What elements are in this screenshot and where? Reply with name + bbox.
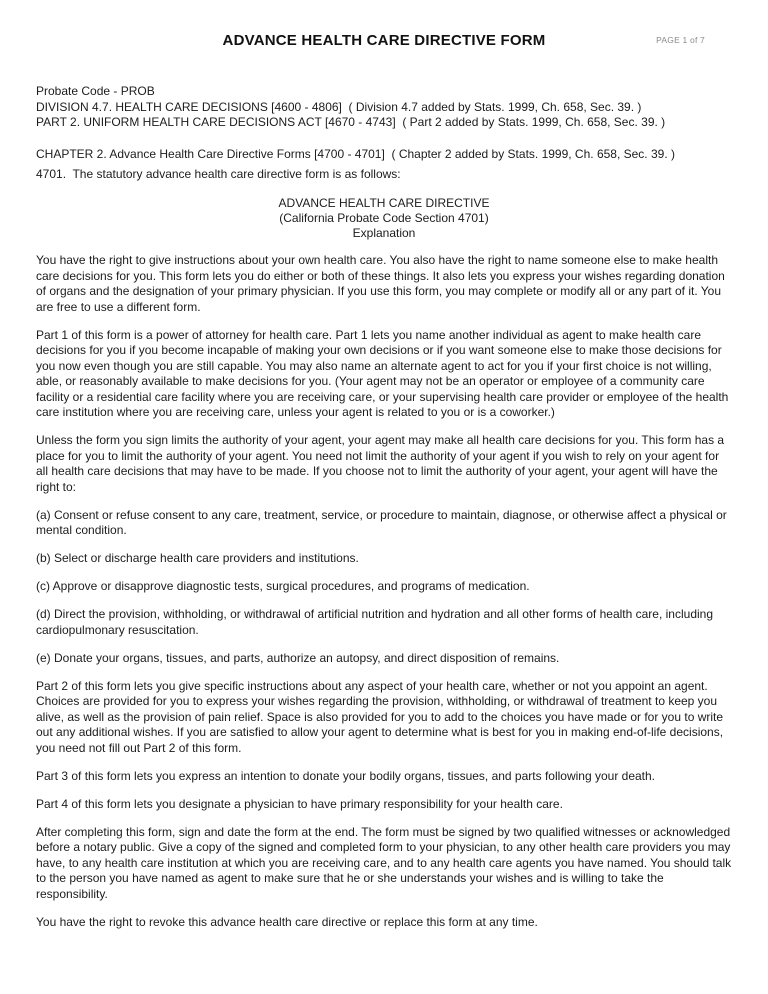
explanation-paragraph-part3: Part 3 of this form lets you express an intention to donate your bodily organs, tissues, and parts following your death.: [36, 768, 656, 783]
explanation-paragraph-revocation: You have the right to revoke this advance health care directive or replace this form at any time.: [36, 914, 538, 929]
explanation-paragraph-part4: Part 4 of this form lets you designate a physician to have primary responsibility for your health care.: [36, 796, 563, 811]
explanation-paragraph-completion: After completing this form, sign and date the form at the end. The form must be signed by two qualified witnesses or acknowledged before a notary public. Give a copy of the signed and completed form to your physician, to any other health care providers you may have, to any health care institution at which you are receiving care, and to any health care agents you have named. You should talk to the person you have named as agent to make sure that he or she understands your wishes and is willing to take the responsibility.: [36, 824, 735, 901]
chapter-line: CHAPTER 2. Advance Health Care Directive Forms [4700 - 4701] ( Chapter 2 added by Stats. 1999, Ch. 658, Sec. 39. ): [36, 146, 675, 161]
explanation-label: Explanation: [352, 225, 416, 240]
page-indicator: PAGE 1 of 7: [656, 35, 705, 45]
part-line: PART 2. UNIFORM HEALTH CARE DECISIONS ACT [4670 - 4743] ( Part 2 added by Stats. 1999, Ch. 658, Sec. 39. ): [36, 115, 666, 129]
document-title: ADVANCE HEALTH CARE DIRECTIVE FORM: [222, 32, 546, 49]
agent-right-item-b: (b) Select or discharge health care providers and institutions.: [36, 551, 359, 565]
explanation-paragraph-intro: You have the right to give instructions about your own health care. You also have the right to name someone else to make health care decisions for you. This form lets you do either or both of these things. It also lets you express your wishes regarding donation of organs and the designation of your primary physician. If you use this form, you may complete or modify all or any part of it. You are free to use a different form.: [36, 253, 729, 314]
directive-heading-subtitle: (California Probate Code Section 4701): [279, 210, 489, 225]
directive-heading: [36, 196, 732, 241]
probate-code-line: Probate Code - PROB: [36, 84, 155, 98]
agent-right-item-e: (e) Donate your organs, tissues, and parts, authorize an autopsy, and direct disposition of remains.: [36, 650, 560, 665]
explanation-paragraph-part1: Part 1 of this form is a power of attorney for health care. Part 1 lets you name another individual as agent to make health care decisions for you if you become incapable of making your own decisions or if you want someone else to make those decisions for you now even though you are still capable. You may also name an alternate agent to act for you if your first choice is not willing, able, or reasonably available to make decisions for you. (Your agent may not be an operator or employee of a community care facility or a residential care facility where you are receiving care, or your supervising health care provider or employee of the health care institution where you are receiving care, unless your agent is related to you or is a coworker.): [36, 327, 732, 419]
statute-header: [36, 84, 732, 131]
section-number-line: 4701. The statutory advance health care directive form is as follows:: [36, 167, 401, 181]
agent-right-item-a: (a) Consent or refuse consent to any care, treatment, service, or procedure to maintain, diagnose, or otherwise affect a physical or mental condition.: [36, 507, 731, 537]
directive-heading-title: ADVANCE HEALTH CARE DIRECTIVE: [278, 195, 490, 210]
explanation-paragraph-agent-authority: Unless the form you sign limits the authority of your agent, your agent may make all health care decisions for you. This form has a place for you to limit the authority of your agent. You need not limit the authority of your agent if you wish to rely on your agent for all health care decisions that may have to be made. If you choose not to limit the authority of your agent, your agent will have the right to:: [36, 433, 728, 494]
agent-right-item-d: (d) Direct the provision, withholding, or withdrawal of artificial nutrition and hydration and all other forms of health care, including cardiopulmonary resuscitation.: [36, 607, 717, 637]
explanation-paragraph-part2: Part 2 of this form lets you give specific instructions about any aspect of your health care, whether or not you appoint an agent. Choices are provided for you to express your wishes regarding the provision, withholding, or withdrawal of treatment to keep you alive, as well as the provision of pain relief. Space is also provided for you to add to the choices you have made or for you to write out any additional wishes. If you are satisfied to allow your agent to determine what is best for you in making end-of-life decisions, you need not fill out Part 2 of this form.: [36, 678, 727, 755]
agent-right-item-c: (c) Approve or disapprove diagnostic tests, surgical procedures, and programs of medication.: [36, 579, 530, 593]
division-line: DIVISION 4.7. HEALTH CARE DECISIONS [4600 - 4806] ( Division 4.7 added by Stats. 1999, Ch. 658, Sec. 39. ): [36, 99, 642, 114]
